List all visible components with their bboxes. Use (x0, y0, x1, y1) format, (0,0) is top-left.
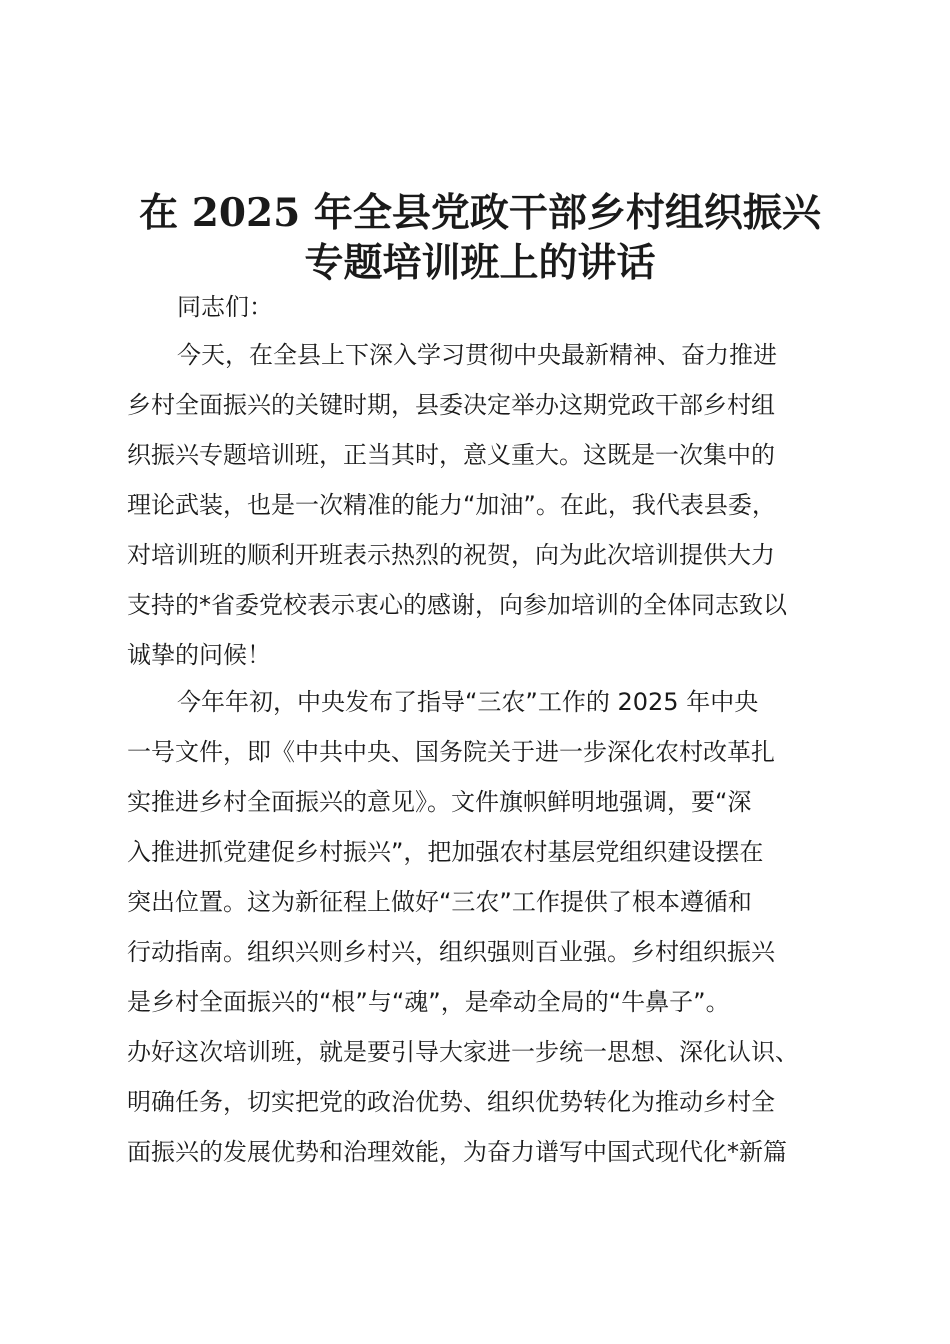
paragraph-1 (127, 330, 855, 680)
paragraph-line: 支持的*省委党校表示衷心的感谢，向参加培训的全体同志致以 (127, 591, 787, 619)
paragraph-line: 面振兴的发展优势和治理效能，为奋力谱写中国式现代化*新篇 (127, 1138, 787, 1166)
paragraph-line: 理论武装，也是一次精准的能力“加油”。在此，我代表县委， (127, 491, 776, 519)
paragraph-line: 实推进乡村全面振兴的意见》。文件旗帜鲜明地强调，要“深 (127, 788, 752, 816)
paragraph-line: 织振兴专题培训班，正当其时，意义重大。这既是一次集中的 (127, 441, 775, 469)
paragraph-2 (127, 677, 855, 1177)
paragraph-line: 今年年初，中央发布了指导“三农”工作的 2025 年中央 (177, 688, 759, 716)
document-title-line-1: 在 2025 年全县党政干部乡村组织振兴 (139, 190, 821, 236)
paragraph-line: 对培训班的顺利开班表示热烈的祝贺，向为此次培训提供大力 (127, 541, 775, 569)
paragraph-line: 今天，在全县上下深入学习贯彻中央最新精神、奋力推进 (177, 341, 777, 369)
greeting: 同志们： (177, 293, 273, 321)
paragraph-line: 一号文件，即《中共中央、国务院关于进一步深化农村改革扎 (127, 738, 775, 766)
paragraph-line: 明确任务，切实把党的政治优势、组织优势转化为推动乡村全 (127, 1088, 775, 1116)
paragraph-line: 乡村全面振兴的关键时期，县委决定举办这期党政干部乡村组 (127, 391, 775, 419)
paragraph-line: 突出位置。这为新征程上做好“三农”工作提供了根本遵循和 (127, 888, 752, 916)
paragraph-line: 诚挚的问候！ (127, 641, 271, 669)
paragraph-line: 办好这次培训班，就是要引导大家进一步统一思想、深化认识、 (127, 1038, 799, 1066)
paragraph-line: 行动指南。组织兴则乡村兴，组织强则百业强。乡村组织振兴 (127, 938, 775, 966)
paragraph-line: 入推进抓党建促乡村振兴”，把加强农村基层党组织建设摆在 (127, 838, 764, 866)
paragraph-line: 是乡村全面振兴的“根”与“魂”，是牵动全局的“牛鼻子”。 (127, 988, 730, 1016)
document-title-line-2: 专题培训班上的讲话 (304, 240, 656, 286)
